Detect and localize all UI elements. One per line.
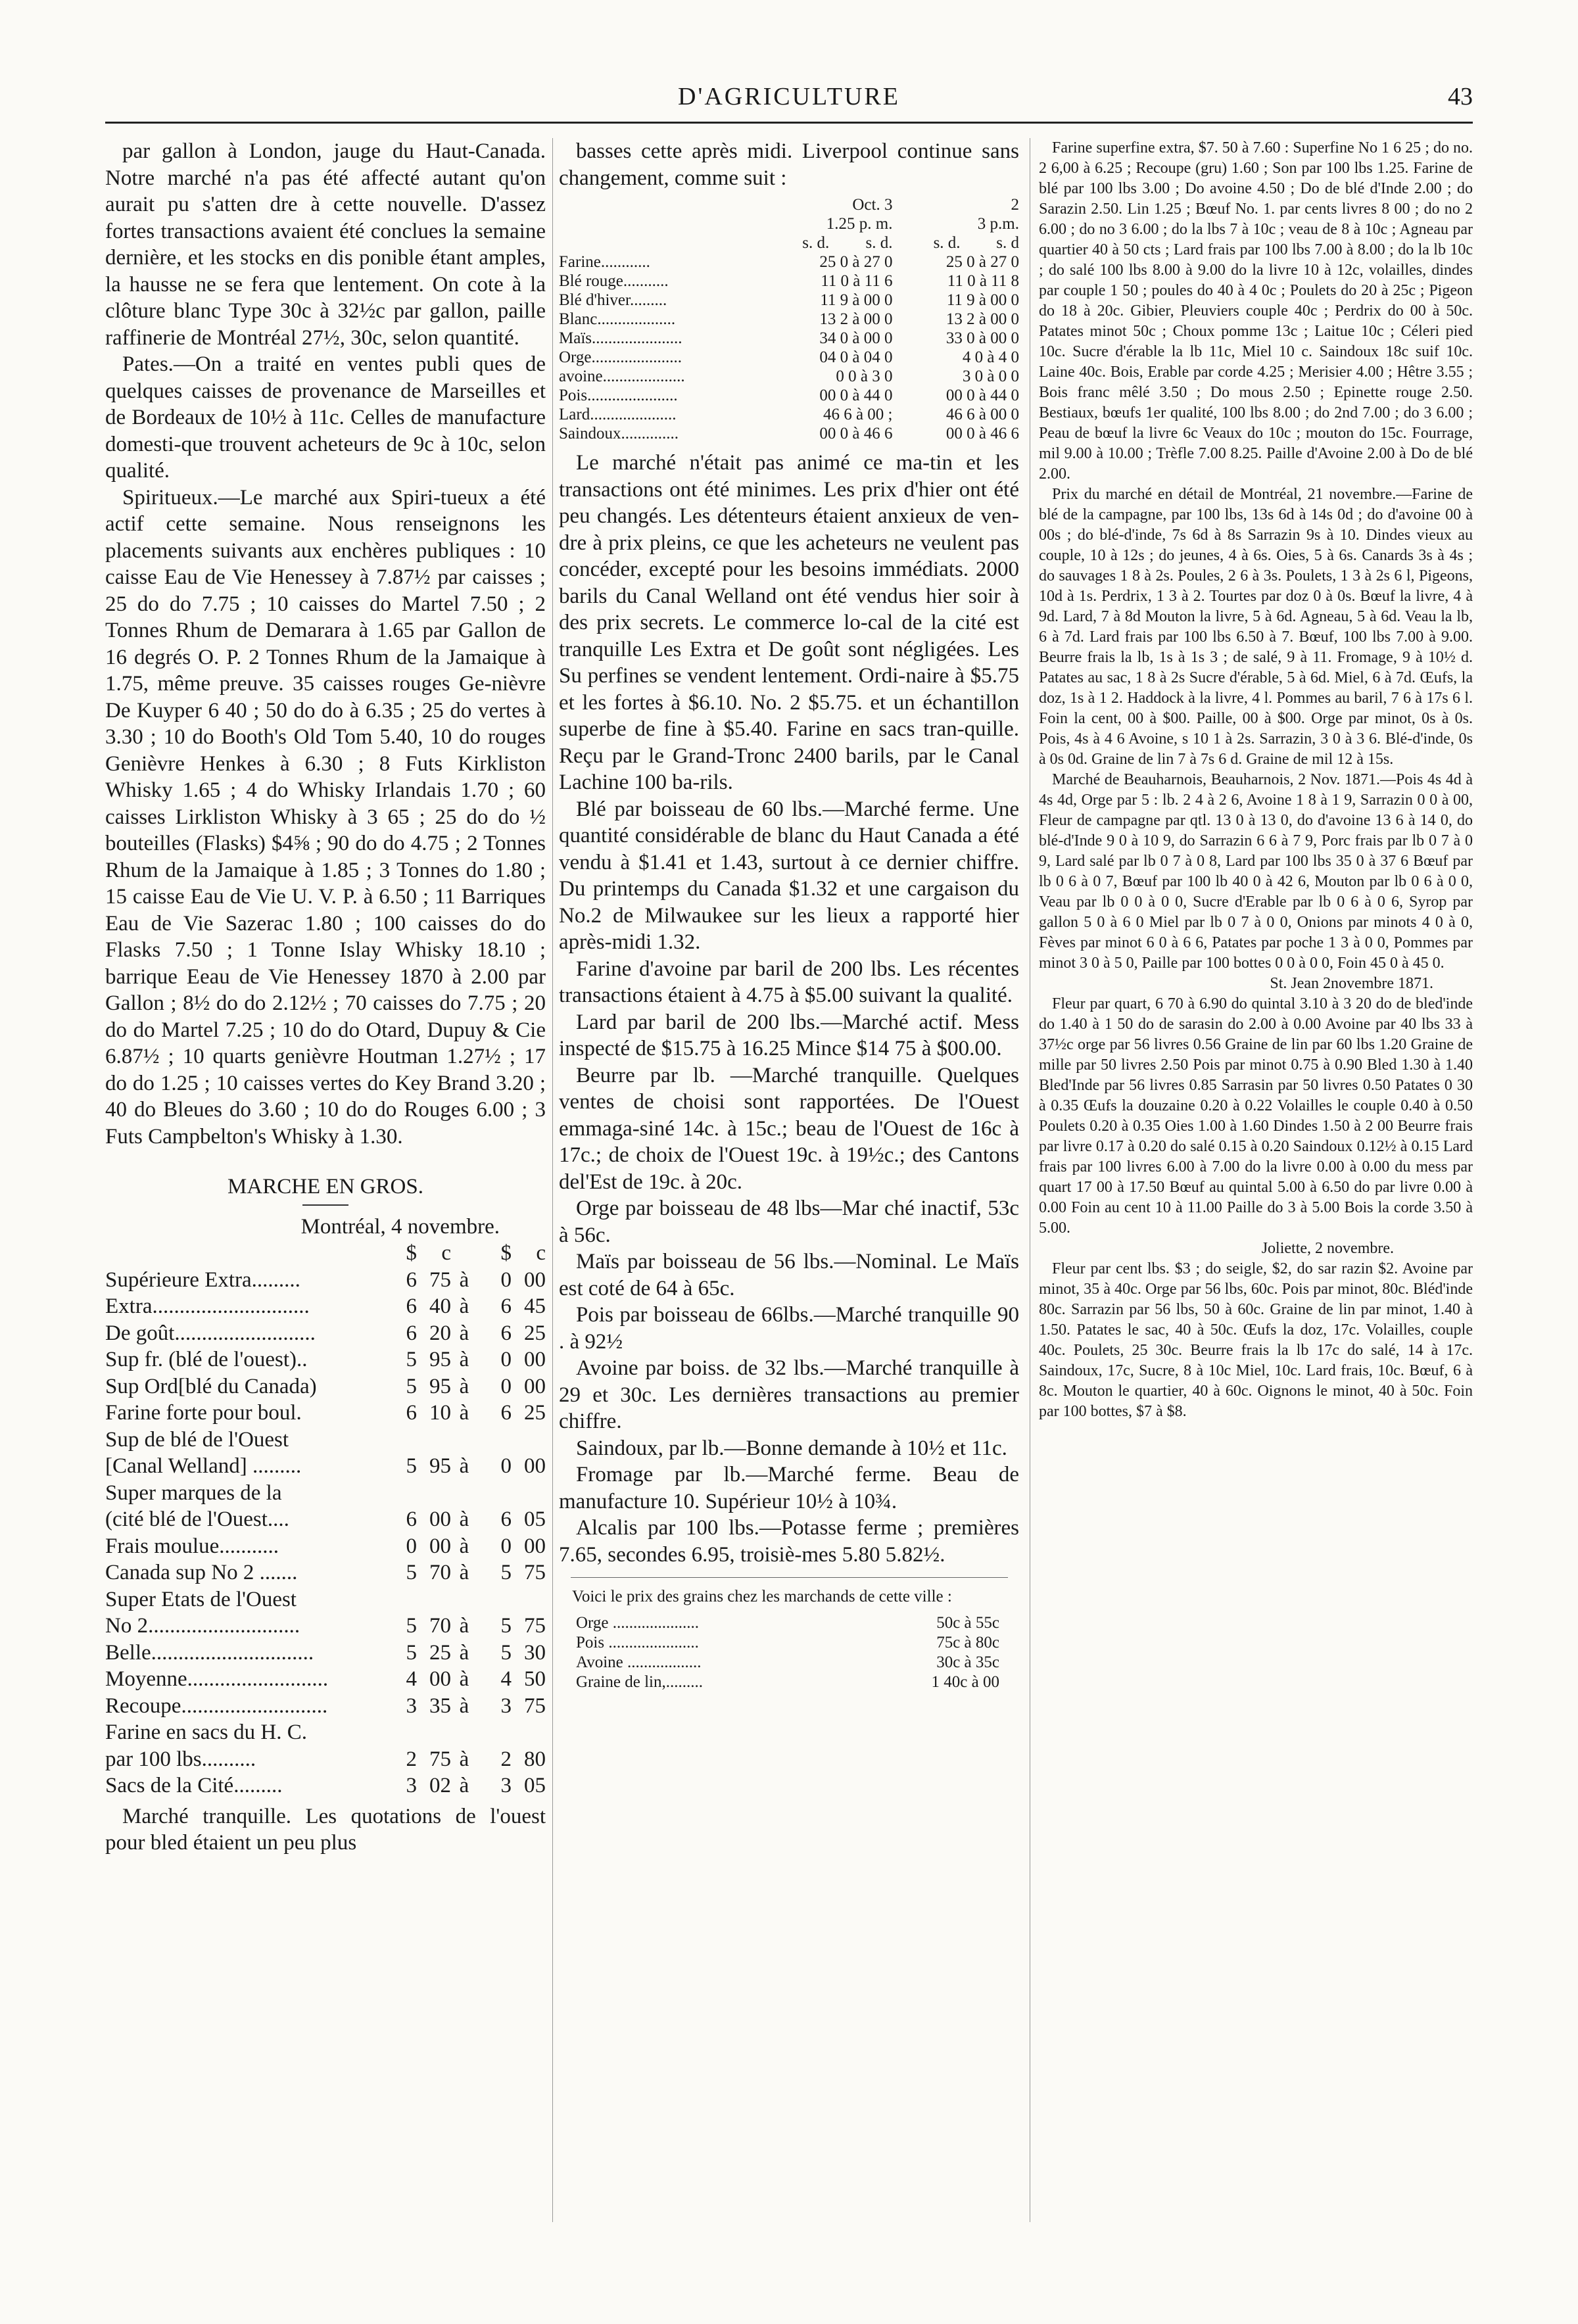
paragraph: basses cette après midi. Liverpool continue sans changement, comme suit : [559,139,1019,190]
market-label: Sup Ord[blé du Canada) [105,1374,317,1398]
column-divider-1 [552,138,553,2222]
price-separator: à [459,1507,469,1531]
paragraph: par gallon à London, jauge du Haut-Canada. Notre marché n'a pas été affecté autant qu'on aurait pu s'atten dre à cette nouvelle. D'assez fortes transactions avaient été conclues la semaine dernière, et les stocks en dis ponible étant amples, la hausse ne se fera que lentement. On cote à la clôture blanc Type 30c à 32½c par gallon, paille raffinerie de Montréal 27½, 30c, selon quantité. [105,139,546,350]
price-cents-to: 05 [524,1507,546,1531]
price-dollars-to: 6 [500,1321,512,1345]
price-cents-to: 80 [524,1747,546,1771]
paragraph-orge: Orge par boisseau de 48 lbs—Mar ché inactif, 53c à 56c. [559,1197,1019,1247]
unit-sd: s. d. [933,234,961,252]
price-separator: à [459,1667,469,1691]
price-dollars-from [383,1719,417,1746]
liverpool-row [559,386,1019,405]
price-separator [451,1427,477,1454]
liverpool-value-oct3: 00 0 à 44 0 [819,387,893,404]
market-row [105,1746,546,1773]
liverpool-value-oct3: 13 2 à 00 0 [819,310,893,328]
grain-caption: Voici le prix des grains chez les marchands de cette ville : [572,1588,952,1605]
paragraph-avoine: Avoine par boiss. de 32 lbs.—Marché tranquille à 29 et 30c. Les dernières transactions au premier chiffre. [559,1356,1019,1433]
price-cents-from: 25 [429,1640,451,1665]
liverpool-value-oct3: 46 6 à 00 ; [823,406,893,423]
market-row [105,1373,546,1400]
price-separator: à [459,1401,469,1425]
grain-label: Graine de lin,......... [576,1673,704,1691]
market-label: Farine forte pour boul. [105,1401,302,1425]
liverpool-label: Pois...................... [559,387,678,404]
price-cents-from: 00 [429,1667,451,1691]
running-title: D'AGRICULTURE [678,83,900,110]
liverpool-value-oct2: 25 0 à 27 0 [945,253,1019,271]
price-dollars-from: 6 [406,1268,417,1292]
market-table [105,1240,546,1799]
liverpool-value-oct2: 3 0 à 0 0 [962,368,1019,385]
price-dollars-from [383,1480,417,1507]
price-separator: à [459,1374,469,1398]
market-row [105,1293,546,1320]
market-label: Super marques de la [105,1481,282,1505]
price-cents-to: 00 [524,1454,546,1478]
paragraph-st-jean: Fleur par quart, 6 70 à 6.90 do quintal 3.10 à 3 20 do de bled'inde do 1.40 à 1 50 do de sarasin do 2.00 à 0.00 Avoine par 40 lbs 33 à 37½c orge par 56 livres 0.56 Graine de lin par 60 lbs 1.20 Graine de mille par 50 livres 2.50 Pois par minot 0.75 à 0.90 Bled 1.30 à 1.40 Bled'Inde par 56 livres 0.85 Sarrasin par 50 livres 0.50 Patates 0 30 à 0.35 Œufs la douzaine 0.20 à 0.22 Volailles le couple 0.40 à 0.50 Poulets 0.20 à 0.35 Oies 1.00 à 1.60 Dindes 1.50 à 2 00 Beurre frais par livre 0.17 à 0.20 do salé 0.15 à 0.20 Saindoux 0.12½ à 0.15 Lard frais par 100 livres 6.00 à 7.00 do la livre 0.00 à 0.00 du mess par quart 17 00 à 17.50 Bœuf au quintal 5.00 à 6.50 do par livre 0.00 à 0.00 Foin au cent 10 à 11.00 Paille do 3 à 5.00 Bois la corde 3.50 à 5.00. [1039,995,1473,1237]
unit-dollar: $ [406,1241,417,1265]
unit-cent: c [536,1241,546,1265]
unit-cent: c [441,1241,451,1265]
price-dollars-from: 0 [406,1534,417,1558]
price-cents-from: 40 [429,1294,451,1318]
paragraph-montreal-detail: Prix du marché en détail de Montréal, 21 novembre.—Farine de blé de la campagne, par 100 lbs, 13s 6d à 14s 0d ; do d'avoine 00 à 00s ; do blé-d'inde, 7s 6d à 8s Sarrazin 9s à 10. Dindes vieux au couple, 10 à 12s ; do jeunes, 4 à 6s. Oies, 5 à 6s. Canards 3s à 4s ; do sauvages 1 8 à 2s. Poules, 2 6 à 3s. Poulets, 1 3 à 2s 6 l, Pigeons, 10d à 1s. Perdrix, 1 3 à 2. Tourtes par doz 0 à 0s. Bœuf la livre, 4 à 9d. Lard, 7 à 8d Mouton la livre, 5 à 6d. Agneau, 5 à 6d. Veau la lb, 6 à 7d. Lard frais par 100 lbs 6.50 à 7. Bœuf, 100 lbs 7.00 à 9.00. Beurre frais la lb, 1s à 1s 3 ; de salé, 9 à 11. Fromage, 9 à 10½ d. Patates au sac, 1 8 à 2s Sucre d'érable, 5 à 6d. Miel, 6 à 7d. Œufs, la doz, 1s à 1 2. Haddock à la livre, 4 l. Pommes au baril, 7 6 à 17s 6 l. Foin la cent, 00 à $00. Paille, 00 à $00. Orge par minot, 0s à 0s. Pois, 4s à 4 6 Avoine, s 10 1 à 2s. Sarrazin, 3 0 à 3 6. Blé-d'inde, 0s à 0s 0d. Graine de lin 7 à 7s 6 d. Graine de mil 12 à 15s. [1039,486,1473,768]
price-cents-from: 20 [429,1321,451,1345]
market-row [105,1640,546,1667]
price-cents-to: 25 [524,1401,546,1425]
price-separator: à [459,1561,469,1584]
title-rule [302,1204,348,1206]
paragraph-marche: Le marché n'était pas animé ce ma-tin et les transactions ont été minimes. Les prix d'hier ont été peu changés. Les détenteurs étaient anxieux de ven-dre à prix pleins, ce que les acheteurs ne veulent pas concéder, excepté pour les besoins immédiats. 2000 barils du Canal Welland ont été vendus hier soir à des prix secrets. Le commerce lo-cal de la cité est tranquille Les Extra et De goût sont négligées. Les Su perfines se vendent lentement. Ordi-naire à $5.75 et les fortes à $6.10. No. 2 $5.75. et un échantillon superbe de fine à $5.40. Farine en sacs tran-quille. Reçu par le Grand-Tronc 2400 barils, par le Canal Lachine 100 ba-rils. [559,451,1019,794]
grain-price-table [576,1613,999,1692]
price-dollars-from: 3 [406,1694,417,1718]
liverpool-value-oct2: 13 2 à 00 0 [945,310,1019,328]
column-2 [559,138,1019,1692]
market-label: Canada sup No 2 ....... [105,1561,298,1584]
price-cents-from: 00 [429,1507,451,1531]
market-row [105,1427,546,1454]
price-dollars-to: 0 [500,1268,512,1292]
price-cents-to: 00 [524,1348,546,1371]
unit-sd: s. d [996,234,1019,252]
liverpool-time-2: 3 p.m. [977,215,1019,233]
paragraph-marche: Marché tranquille. Les quotations de l'ouest pour bled étaient un peu plus [105,1804,546,1855]
price-separator: à [459,1640,469,1665]
price-dollars-to: 6 [500,1507,512,1531]
paragraph-ble: Blé par boisseau de 60 lbs.—Marché ferme. Une quantité considérable de blanc du Haut Canada a été vendu à $1.41 et 1.43, surtout à ce dernier chiffre. Du printemps du Canada $1.32 et une cargaison du No.2 de Milwaukee sur les lieux a rapporté hier après-midi 1.32. [559,797,1019,954]
price-dollars-from: 5 [406,1348,417,1371]
section-rule [571,1577,1008,1578]
price-cents-to [512,1480,546,1507]
price-cents-to: 00 [524,1268,546,1292]
market-label: Frais moulue........... [105,1534,279,1558]
price-dollars-to: 5 [500,1640,512,1665]
liverpool-value-oct3: 25 0 à 27 0 [819,253,893,271]
price-separator [451,1719,477,1746]
market-label: Belle.............................. [105,1640,314,1665]
price-cents-from: 75 [429,1268,451,1292]
price-cents-to: 75 [524,1614,546,1638]
market-label: par 100 lbs.......... [105,1747,256,1771]
paragraph-fromage: Fromage par lb.—Marché ferme. Beau de manufacture 10. Supérieur 10½ à 10¾. [559,1463,1019,1513]
market-label: Sup fr. (blé de l'ouest).. [105,1348,308,1371]
price-separator: à [459,1694,469,1718]
dateline-st-jean: St. Jean 2novembre 1871. [1270,975,1433,992]
market-label: Recoupe........................... [105,1694,328,1718]
liverpool-label: Blanc................... [559,310,676,328]
price-cents-to: 00 [524,1534,546,1558]
price-cents-to [512,1719,546,1746]
market-label: (cité blé de l'Ouest.... [105,1507,289,1531]
liverpool-value-oct3: 11 9 à 00 0 [820,291,893,309]
liverpool-table [559,195,1019,443]
price-dollars-to: 0 [500,1374,512,1398]
paragraph-mais: Maïs par boisseau de 56 lbs.—Nominal. Le Maïs est coté de 64 à 65c. [559,1250,1019,1300]
market-label: De goût.......................... [105,1321,316,1345]
paragraph-farine-avoine: Farine d'avoine par baril de 200 lbs. Les récentes transactions étaient à 4.75 à $5.00 suivant la qualité. [559,957,1019,1007]
price-separator: à [459,1294,469,1318]
liverpool-label: Saindoux.............. [559,425,679,442]
market-row [105,1719,546,1746]
liverpool-label: Maïs...................... [559,329,682,347]
market-label: No 2............................ [105,1614,300,1638]
price-cents-from: 95 [429,1454,451,1478]
price-cents-from [417,1480,451,1507]
price-cents-to [512,1586,546,1613]
market-label: Supérieure Extra......... [105,1268,300,1292]
price-dollars-to [477,1586,512,1613]
price-dollars-to: 5 [500,1614,512,1638]
market-row [105,1267,546,1294]
price-dollars-to [477,1427,512,1454]
paragraph-alcalis: Alcalis par 100 lbs.—Potasse ferme ; premières 7.65, secondes 6.95, troisiè-mes 5.80 5.82½. [559,1516,1019,1567]
market-units-row [105,1240,546,1267]
price-dollars-from: 5 [406,1640,417,1665]
page-number: 43 [1448,83,1473,110]
price-cents-from: 95 [429,1348,451,1371]
dateline-joliette: Joliette, 2 novembre. [1261,1240,1394,1257]
market-label: Extra............................. [105,1294,310,1318]
price-cents-from: 35 [429,1694,451,1718]
price-dollars-to: 3 [500,1774,512,1797]
paragraph-lard: Lard par baril de 200 lbs.—Marché actif. Mess inspecté de $15.75 à 16.25 Mince $14 75 à $00.00. [559,1010,1019,1060]
liverpool-row [559,367,1019,386]
liverpool-value-oct2: 46 6 à 00 0 [945,406,1019,423]
market-label: [Canal Welland] ......... [105,1454,302,1478]
unit-dollar: $ [500,1241,512,1265]
liverpool-row [559,310,1019,329]
price-dollars-to: 2 [500,1747,512,1771]
price-dollars-from: 6 [406,1507,417,1531]
grain-label: Pois ...................... [576,1634,699,1651]
grain-price: 75c à 80c [936,1634,999,1651]
price-dollars-to: 6 [500,1294,512,1318]
price-cents-from: 02 [429,1774,451,1797]
liverpool-value-oct3: 34 0 à 00 0 [819,329,893,347]
price-dollars-from: 5 [406,1454,417,1478]
market-place-date: Montréal, 4 novembre. [300,1214,500,1239]
price-cents-from: 70 [429,1561,451,1584]
price-dollars-to: 0 [500,1454,512,1478]
paragraph-joliette: Fleur par cent lbs. $3 ; do seigle, $2, do sar razin $2. Avoine par minot, 35 à 40c. Orge par 56 lbs, 60c. Pois par minot, 80c. Bléd'inde 80c. Sarrazin par 56 lbs, 50 à 60c. Graine de lin par minot, 1.40 à 1.50. Patates le sac, 40 à 50c. Œufs la doz, 17c. Volailles, couple 40c. Poulets, 25 30c. Beurre frais la lb 17c do salé, 14 à 17c. Saindoux, 17c, Sucre, 8 à 10c Miel, 10c. Lard frais, 10c. Bœuf, 6 à 8c. Mouton le quartier, 40 à 60c. Oignons le minot, 40 à 50c. Foin par 100 bottes, $7 à $8. [1039,1260,1473,1420]
price-dollars-from: 6 [406,1294,417,1318]
price-separator: à [459,1774,469,1797]
price-separator: à [459,1614,469,1638]
market-label: Moyenne.......................... [105,1667,329,1691]
price-separator: à [459,1454,469,1478]
market-row [105,1559,546,1586]
liverpool-time-1: 1.25 p. m. [826,215,893,233]
liverpool-label: Blé rouge........... [559,272,669,290]
liverpool-date-2: 2 [1011,196,1019,214]
grain-row [576,1633,999,1653]
price-cents-from [417,1427,451,1454]
paragraph-pates: Pates.—On a traité en ventes publi ques de quelques caisses de provenance de Marseilles et de Bordeaux de 10½ à 11c. Celles de manufacture domesti-que trouvent acheteurs de 9c à 10c, selon qualité. [105,352,546,483]
unit-sd: s. d. [802,234,830,252]
price-dollars-from: 4 [406,1667,417,1691]
market-row [105,1772,546,1799]
price-separator: à [459,1321,469,1345]
price-cents-to: 25 [524,1321,546,1345]
price-cents-from: 70 [429,1614,451,1638]
price-separator: à [459,1348,469,1371]
liverpool-row [559,291,1019,310]
price-dollars-to: 4 [500,1667,512,1691]
market-label: Sup de blé de l'Ouest [105,1427,289,1452]
paragraph-farine-prices: Farine superfine extra, $7. 50 à 7.60 : Superfine No 1 6 25 ; do no. 2 6,00 à 6.25 ; Recoupe (gru) 1.60 ; Son par 100 lbs 1.25. Farine de blé par 100 lbs 3.00 ; Do avoine 4.50 ; Do de blé d'Inde 2.00 ; do Sarazin 2.50. Lin 1.25 ; Bœuf No. 1. par cents livres 8 00 ; do no 2 6.00 ; do no 3 6.00 ; do la lbs 7 à 10c ; veau de 8 à 10c ; Agneau par quartier 40 à 50 cts ; Lard frais par 100 lbs 7.00 à 8.00 ; do la lb 10c ; do salé 100 lbs 8.00 à 9.00 do la livre 10 à 12c, volailles, dindes par couple 1 50 ; poules do 40 à 4 0c ; Poulets do 20 à 25c ; Pigeon do 18 à 20c. Gibier, Pleuviers couple 40c ; Perdrix do 00 à 50c. Patates minot 50c ; Choux pomme 13c ; Laitue 10c ; Céleri pied 10c. Sucre d'érable la lb 11c, Miel 10 c. Saindoux 18c suif 10c. Laine 40c. Bois, Erable par corde 4.25 ; Merisier 4.00 ; Hêtre 3.55 ; Bois franc mêlé 3.50 ; Do mous 2.50 ; Epinette rouge 2.50. Bestiaux, bœufs 1er qualité, 100 lbs 8.00 ; do 2nd 7.00 ; do 3 6.00 ; Peau de bœuf la livre 6c Veaux do 10c ; mouton do 15c. Fourrage, mil 9.00 à 10.00 ; Trèfle 7.00 8.25. Paille d'Avoine 2.00 à Do de blé 2.00. [1039,139,1473,483]
liverpool-value-oct3: 00 0 à 46 6 [819,425,893,442]
liverpool-value-oct2: 00 0 à 44 0 [945,387,1019,404]
liverpool-value-oct2: 11 0 à 11 8 [947,272,1019,290]
price-dollars-from [383,1586,417,1613]
price-dollars-from: 5 [406,1374,417,1398]
column-1 [105,138,546,1857]
price-cents-to: 30 [524,1640,546,1665]
liverpool-value-oct3: 04 0 à 04 0 [819,348,893,366]
grain-label: Orge ..................... [576,1614,700,1632]
price-cents-to [512,1427,546,1454]
grain-price: 30c à 35c [936,1653,999,1671]
liverpool-value-oct3: 11 0 à 11 6 [821,272,893,290]
market-row [105,1453,546,1480]
column-3 [1039,138,1473,1422]
grain-label: Avoine .................. [576,1653,702,1671]
liverpool-row [559,329,1019,348]
liverpool-value-oct2: 11 9 à 00 0 [946,291,1019,309]
paragraph-saindoux: Saindoux, par lb.—Bonne demande à 10½ et 11c. [576,1436,1007,1460]
paragraph-spiritueux: Spiritueux.—Le marché aux Spiri-tueux a été actif cette semaine. Nous renseignons les placements suivants aux enchères publiques : 10 caisse Eau de Vie Henessey à 7.87½ par caisses ; 25 do do 7.75 ; 10 caisses do Martel 7.50 ; 2 Tonnes Rhum de Demarara à 1.65 par Gallon de 16 degrés O. P. 2 Tonnes Rhum de la Jamaique à 1.75, même preuve. 35 caisses rouges Ge-nièvre De Kuyper 6 40 ; 50 do do à 6.35 ; 25 do vertes à 3.30 ; 10 do Booth's Old Tom 5.40, 10 do rouges Genièvre Henkes à 6.30 ; 8 Futs Kirkliston Whisky 1.65 ; 4 do Whisky Irlandais 1.70 ; 60 caisses Lirkliston Whisky à 3 65 ; 25 do do ½ bouteilles (Flasks) $4⅝ ; 90 do do 4.75 ; 2 Tonnes Rhum de la Jamaique à 1.85 ; 3 Tonnes do 1.80 ; 15 caisse Eau de Vie U. V. P. à 6.50 ; 11 Barriques Eau de Vie Sazerac 1.80 ; 100 caisses do do Flasks 7.50 ; 1 Tonne Islay Whisky 18.10 ; barrique Eeau de Vie Henessey 1870 à 2.00 par Gallon ; 8½ do do 2.12½ ; 70 caisses do 7.75 ; 20 do do Martel 7.25 ; 10 do do Otard, Dupuy & Cie 6.87½ ; 10 quarts genièvre Houtman 1.27½ ; 17 do do 1.25 ; 10 caisses vertes do Key Brand 3.20 ; 40 do Bleues do 3.60 ; 10 do do Rouges 6.00 ; 3 Futs Campbelton's Whisky à 1.30. [105,485,546,1149]
price-separator: à [459,1268,469,1292]
price-dollars-to [477,1719,512,1746]
grain-row [576,1613,999,1633]
price-cents-to: 50 [524,1667,546,1691]
price-separator [451,1586,477,1613]
liverpool-head-row [559,214,1019,233]
price-separator [451,1480,477,1507]
price-dollars-from: 5 [406,1561,417,1584]
liverpool-head-row [559,195,1019,214]
price-dollars-to: 6 [500,1401,512,1425]
market-row [105,1480,546,1507]
price-dollars-from: 6 [406,1401,417,1425]
grain-row [576,1672,999,1692]
price-cents-to: 75 [524,1694,546,1718]
liverpool-row [559,252,1019,272]
paragraph-beauharnois: Marché de Beauharnois, Beauharnois, 2 Nov. 1871.—Pois 4s 4d à 4s 4d, Orge par 5 : lb. 2 4 à 2 6, Avoine 1 8 à 1 9, Sarrazin 0 0 à 00, Fleur de campagne par qtl. 13 0 à 13 0, do d'avoine 13 6 à 14 0, do blé-d'Inde 9 0 à 10 9, do Sarrazin 6 6 à 7 9, Porc frais par lb 0 7 à 0 9, Lard salé par lb 0 7 à 0 8, Lard par 100 lbs 35 0 à 37 6 Bœuf par lb 0 6 à 0 7, Bœuf par 100 lb 40 0 à 42 6, Mouton par lb 0 6 à 0 0, Veau par lb 0 0 à 0 0, Sucre d'Erable par lb 0 6 à 0 6, Syrop par gallon 5 0 à 6 0 Miel par lb 0 7 à 0 0, Onions par minots 4 0 à 0, Fèves par minot 6 0 à 6 6, Patates par poche 1 3 à 0 0, Pommes par minot 3 0 à 5 0, Paille par 100 bottes 0 0 à 0 0, Foin 45 0 à 45 0. [1039,771,1473,972]
price-cents-from [417,1586,451,1613]
price-cents-from [417,1719,451,1746]
liverpool-label: Blé d'hiver......... [559,291,667,309]
market-row [105,1586,546,1613]
liverpool-row [559,405,1019,424]
price-dollars-to [477,1480,512,1507]
liverpool-label: Farine............ [559,253,650,271]
page-header [105,82,1473,122]
price-cents-from: 10 [429,1401,451,1425]
price-dollars-to: 0 [500,1534,512,1558]
price-dollars-from [383,1427,417,1454]
liverpool-units-row [559,233,1019,252]
price-cents-to: 00 [524,1374,546,1398]
price-dollars-from: 3 [406,1774,417,1797]
price-dollars-to: 0 [500,1348,512,1371]
price-dollars-to: 3 [500,1694,512,1718]
paragraph-beurre: Beurre par lb. —Marché tranquille. Quelques ventes de choisi sont rapportées. De l'Ouest emmaga-siné 14c. à 15c.; beau de l'Ouest de 16c à 17c.; de choix de l'Ouest 19c. à 19½c.; des Cantons del'Est de 19c. à 20c. [559,1063,1019,1194]
liverpool-value-oct2: 4 0 à 4 0 [962,348,1019,366]
price-separator: à [459,1747,469,1771]
liverpool-label: avoine.................... [559,368,685,385]
market-label: Super Etats de l'Ouest [105,1587,297,1611]
unit-sd: s. d. [865,234,893,252]
price-dollars-to: 5 [500,1561,512,1584]
price-cents-from: 95 [429,1374,451,1398]
price-dollars-from: 5 [406,1614,417,1638]
price-cents-to: 05 [524,1774,546,1797]
liverpool-value-oct2: 00 0 à 46 6 [945,425,1019,442]
grain-price: 50c à 55c [936,1614,999,1632]
market-row [105,1613,546,1640]
liverpool-value-oct2: 33 0 à 00 0 [945,329,1019,347]
liverpool-value-oct3: 0 0 à 3 0 [836,368,893,385]
liverpool-label: Orge...................... [559,348,682,366]
price-dollars-from: 6 [406,1321,417,1345]
market-label: Farine en sacs du H. C. [105,1720,308,1744]
price-cents-from: 00 [429,1534,451,1558]
market-row [105,1400,546,1427]
price-cents-from: 75 [429,1747,451,1771]
market-row [105,1533,546,1560]
liverpool-row [559,272,1019,291]
market-row [105,1346,546,1373]
header-rule [105,122,1473,124]
liverpool-row [559,348,1019,367]
market-row [105,1320,546,1347]
price-cents-to: 75 [524,1561,546,1584]
market-row [105,1506,546,1533]
paragraph-pois: Pois par boisseau de 66lbs.—Marché tranquille 90 . à 92½ [559,1303,1019,1354]
liverpool-row [559,424,1019,443]
market-row [105,1666,546,1693]
grain-row [576,1653,999,1672]
market-title: MARCHE EN GROS. [227,1175,423,1198]
price-dollars-from: 2 [406,1747,417,1771]
price-cents-to: 45 [524,1294,546,1318]
price-separator: à [459,1534,469,1558]
market-label: Sacs de la Cité......... [105,1774,283,1797]
liverpool-date-1: Oct. 3 [852,196,893,214]
market-row [105,1693,546,1720]
grain-price: 1 40c à 00 [931,1673,999,1691]
liverpool-label: Lard..................... [559,406,677,423]
